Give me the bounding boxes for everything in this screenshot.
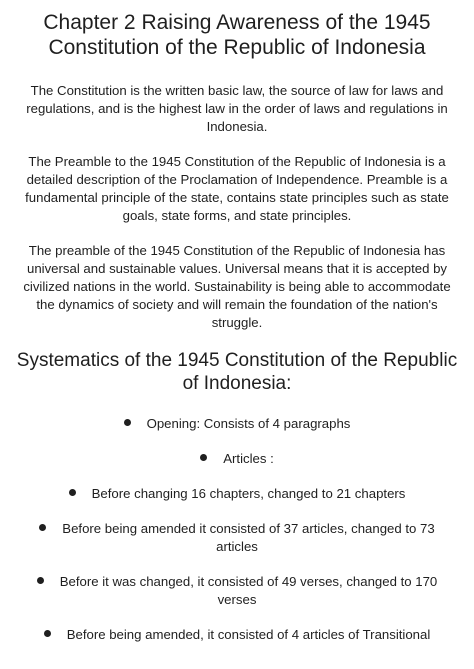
bullet-icon xyxy=(37,577,44,584)
paragraph-preamble-values: The preamble of the 1945 Constitution of the Republic of Indonesia has universal and sustainable values. Universal means that it is accepted by civilized nations in the world. Sustainability is being able to accommodate the dynamics of society and will remain the foundation of the nation's struggle. xyxy=(23,243,451,330)
list-item xyxy=(16,573,458,609)
list-item-text: Before it was changed, it consisted of 49 verses, changed to 170 verses xyxy=(59,574,438,607)
list-item-text: Before being amended, it consisted of 4 articles of Transitional xyxy=(66,627,431,642)
bullet-icon xyxy=(39,524,46,531)
list-item xyxy=(16,485,458,503)
section-title: Systematics of the 1945 Constitution of the Republic of Indonesia: xyxy=(16,350,458,394)
list-item-text: Before being amended it consisted of 37 articles, changed to 73 articles xyxy=(62,521,435,554)
list-item xyxy=(16,450,458,468)
list-item xyxy=(16,415,458,433)
bullet-icon xyxy=(44,630,51,637)
list-item xyxy=(16,520,458,556)
systematics-list xyxy=(16,415,458,644)
list-item-text: Before changing 16 chapters, changed to 21 chapters xyxy=(91,486,406,501)
bullet-icon xyxy=(69,489,76,496)
bullet-icon xyxy=(124,419,131,426)
list-item-text: Articles : xyxy=(223,451,274,466)
intro-paragraphs xyxy=(16,82,458,332)
list-item xyxy=(16,626,458,644)
chapter-title: Chapter 2 Raising Awareness of the 1945 Constitution of the Republic of Indonesia xyxy=(43,11,431,59)
bullet-icon xyxy=(200,454,207,461)
paragraph-constitution-definition: The Constitution is the written basic law, the source of law for laws and regulations, and is the highest law in the order of laws and regulations in Indonesia. xyxy=(26,83,448,134)
list-item-text: Opening: Consists of 4 paragraphs xyxy=(146,416,351,431)
paragraph-preamble-description: The Preamble to the 1945 Constitution of the Republic of Indonesia is a detailed description of the Proclamation of Independence. Preamble is a fundamental principle of the state, contains state principles such as state goals, state forms, and state principles. xyxy=(25,154,449,223)
